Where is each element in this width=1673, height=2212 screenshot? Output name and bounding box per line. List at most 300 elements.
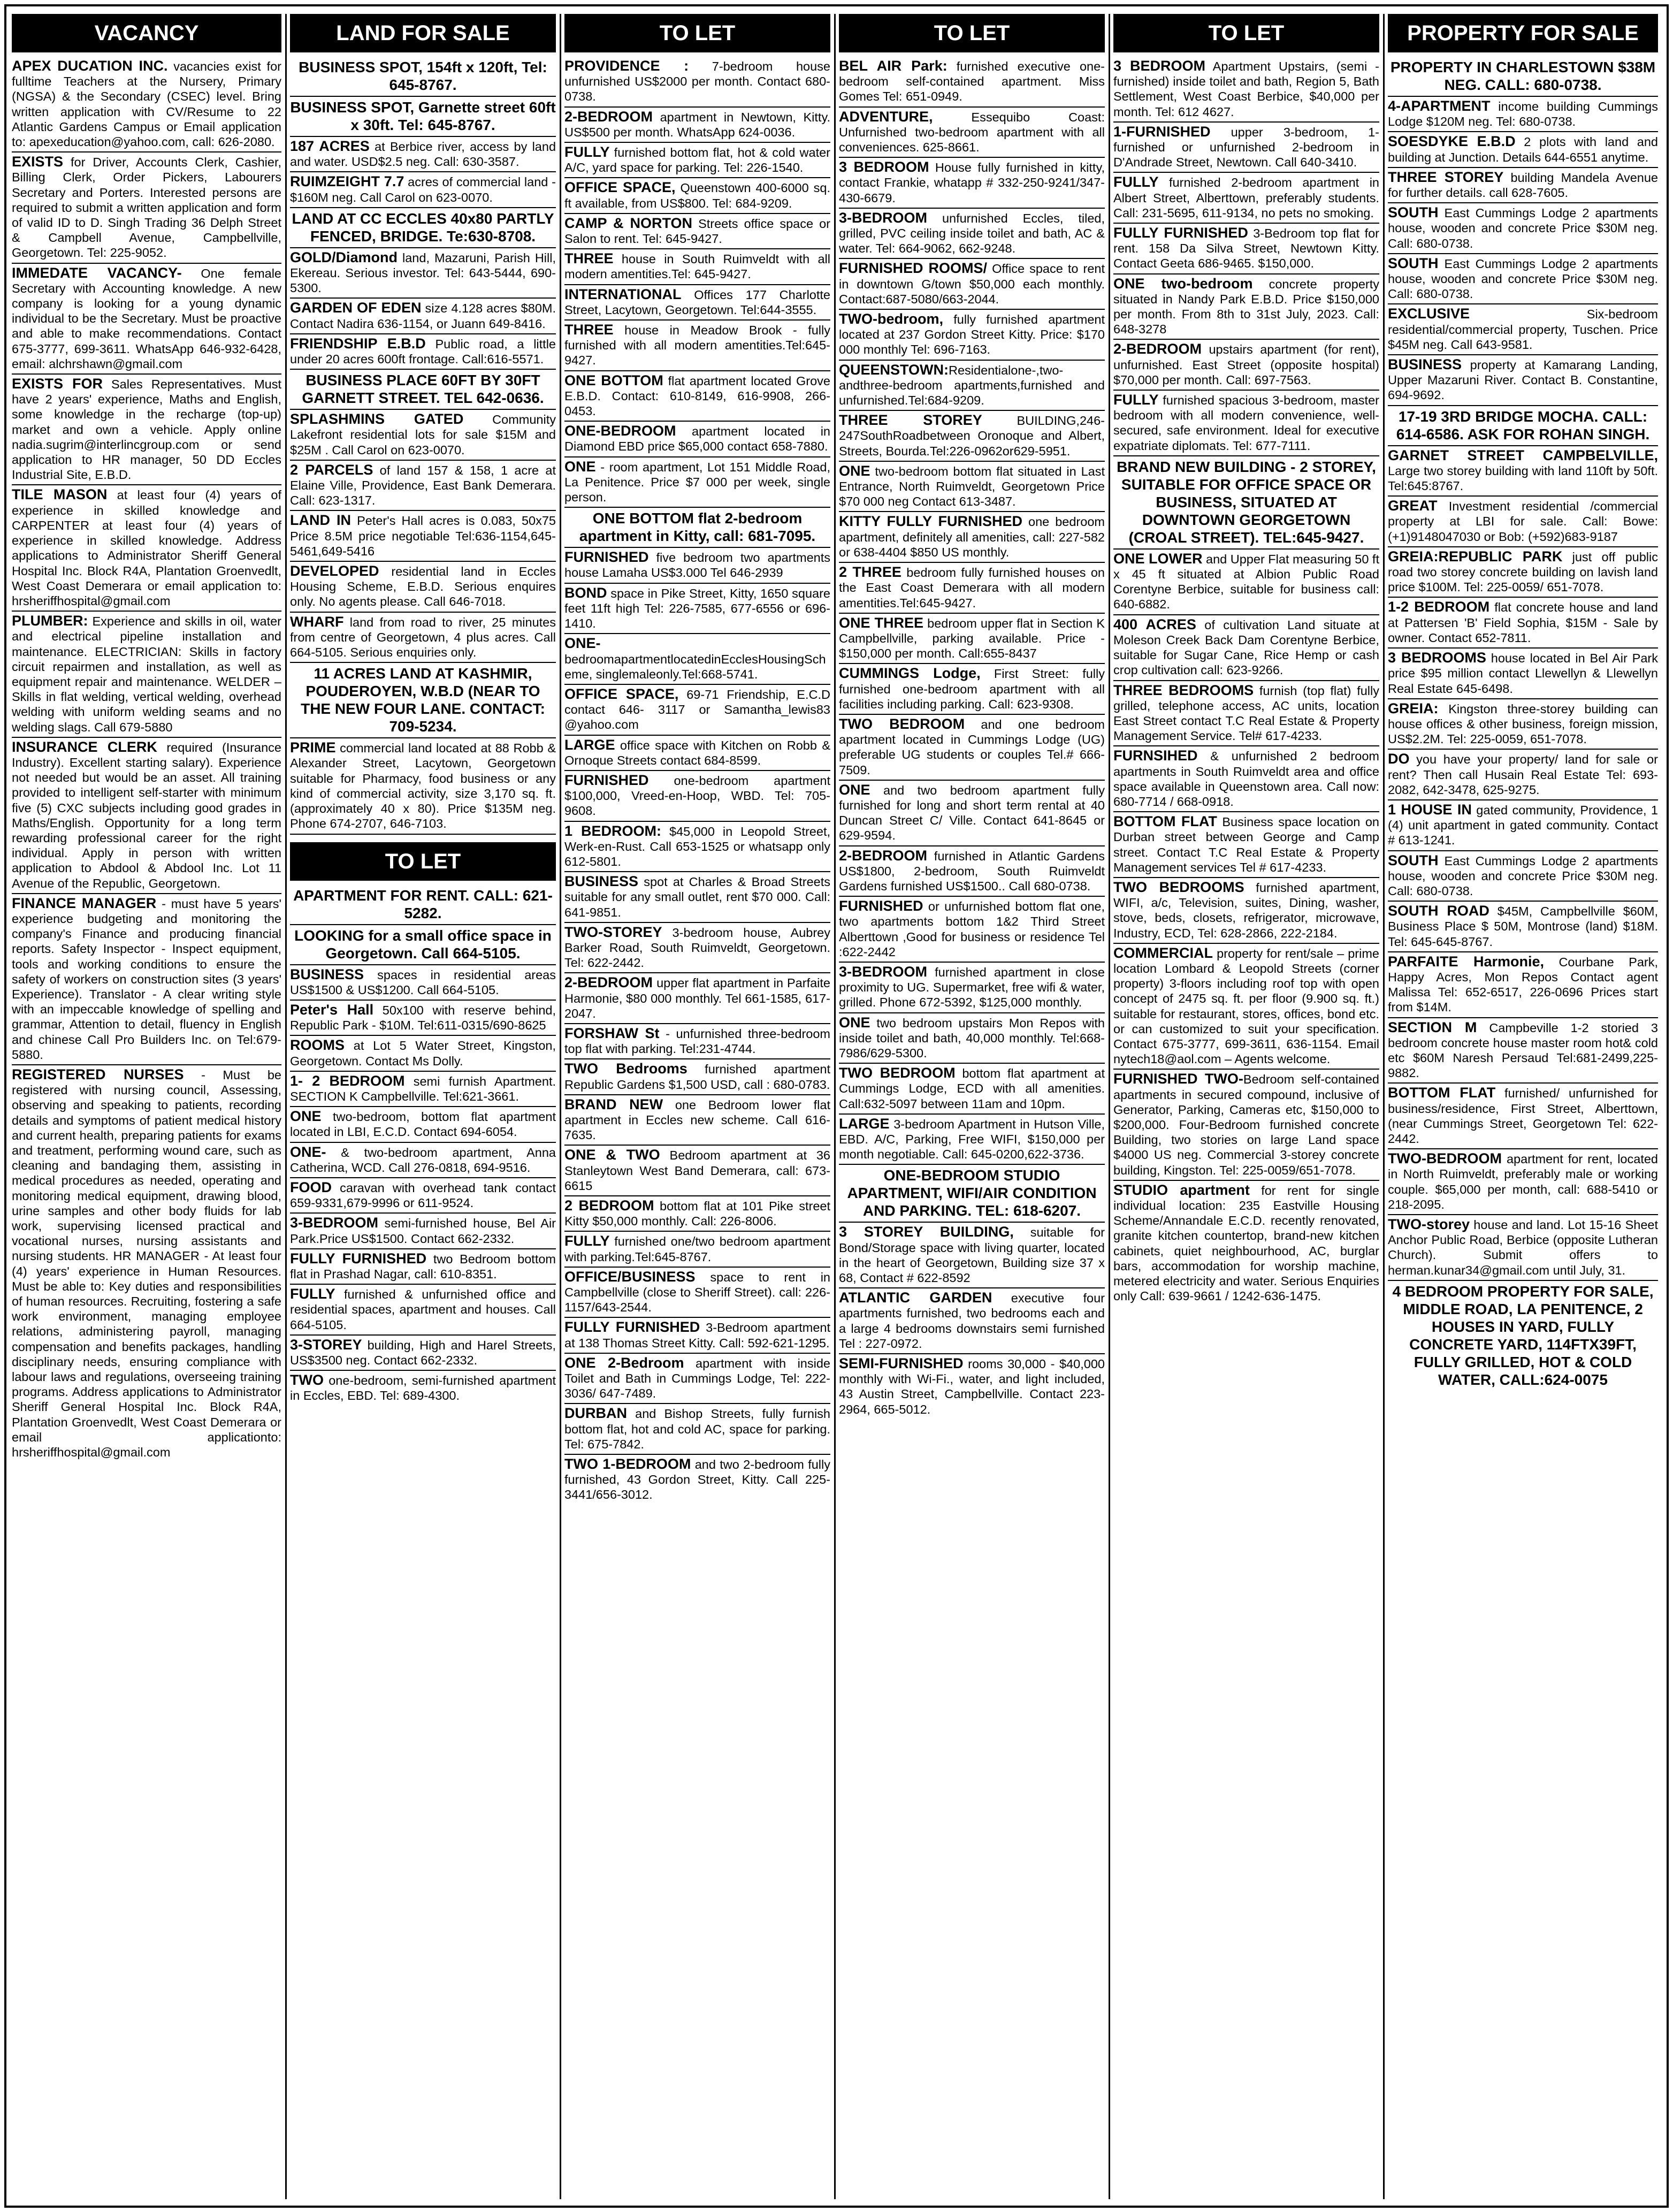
ad-lead: 1 BEDROOM: (564, 822, 661, 839)
ad-lead: OFFICE SPACE, (564, 179, 676, 196)
classified-ad (290, 738, 556, 834)
ad-lead: SOUTH (1388, 204, 1439, 221)
ad-text: furnish (top flat) fully grilled, telephone access, AC units, location East Street contact T.C Real Estate & Property Management Service. Tel# 617-4233. (1113, 683, 1379, 743)
ad-text: house in South Ruimveldt with all modern amentities.Tel: 645-9427. (564, 252, 830, 281)
classified-ad (1388, 1215, 1658, 1281)
ad-lead: 2 THREE (839, 564, 902, 581)
classified-ad (1113, 274, 1379, 340)
ad-lead: THREE STOREY (1388, 169, 1504, 185)
ad-text: size 4.128 acres $80M. Contact Nadira 636-1154, or Juann 649-8416. (290, 301, 556, 331)
ad-lead: BOTTOM FLAT (1388, 1085, 1496, 1101)
ad-text: one bedroom apartment, definitely all amenities, call: 227-582 or 638-4404 $850 US monthly. (839, 515, 1105, 559)
ad-text: furnished executive one-bedroom self-contained apartment. Miss Gomes Tel: 651-0949. (839, 59, 1105, 104)
ad-text: furnished apartment in close proximity to UG. Supermarket, free wifi & water, grilled. Phone 672-5392, $125,000 monthly. (839, 965, 1105, 1010)
ad-text: flat apartment located Grove E.B.D. Contact: 610-8149, 616-9908, 266-0453. (564, 373, 830, 418)
classified-ad (564, 973, 830, 1024)
ad-lead: LARGE (564, 736, 615, 753)
ad-text: BUSINESS SPOT, 154ft x 120ft, Tel: 645-8767. (299, 59, 547, 93)
ad-lead: PRIME (290, 739, 336, 756)
classified-ad (1388, 304, 1658, 355)
classified-ad (839, 512, 1105, 563)
ad-lead: GREAT (1388, 498, 1438, 514)
ad-text: furnished apartment, WIFI, a/c, Television, suites, Dining, washer, stove, beds, closets, refrigerator, microwave, Industry, ECD, Tel: 628-2866, 222-2184. (1113, 880, 1379, 940)
classified-ad (564, 1146, 830, 1196)
classified-ad (12, 738, 281, 894)
ad-text: income building Cummings Lodge $120M neg. Tel: 680-0738. (1388, 100, 1658, 129)
ad-lead: 3 BEDROOM (1113, 58, 1205, 74)
ad-text: 17-19 3RD BRIDGE MOCHA. CALL: 614-6586. ASK FOR ROHAN SINGH. (1396, 408, 1650, 443)
classified-ad (839, 1288, 1105, 1354)
classified-ad (12, 375, 281, 485)
ad-text: Residentialone-,two-andthree-bedroom apartments,furnished and unfurnished.Tel:684-9209. (839, 363, 1105, 408)
ad-lead: THREE BEDROOMS (1113, 682, 1254, 698)
classified-ad (564, 1095, 830, 1146)
ad-lead: ONE BOTTOM (564, 372, 663, 388)
classified-ad (290, 137, 556, 172)
ad-text: two-bedroom bottom flat situated in Last Entrance, North Ruimveldt, Georgetown Price $70 000 neg Contact 613-3487. (839, 464, 1105, 509)
column-divider (1109, 14, 1110, 2199)
ad-lead: 3-STOREY (290, 1336, 362, 1353)
classified-ad (1113, 944, 1379, 1070)
ad-lead: DURBAN (564, 1405, 627, 1422)
classified-ad (839, 1064, 1105, 1115)
classified-ad (290, 885, 556, 925)
ad-lead: FULLY FURNISHED (1113, 225, 1248, 241)
ad-lead: BRAND NEW (564, 1096, 663, 1112)
ad-text: or unfurnished bottom flat one, two apartments bottom 1&2 Third Street Alberttown ,Good for business or residence Tel :622-2442 (839, 899, 1105, 959)
ad-lead: ONE & TWO (564, 1147, 660, 1163)
ad-lead: WHARF (290, 613, 344, 630)
classified-ad (564, 108, 830, 143)
column-to-let-2 (839, 14, 1105, 2199)
ad-text: Large two storey building with land 110ft by 50ft. Tel:645:8767. (1388, 463, 1658, 493)
ad-text: rooms 30,000 - $40,000 monthly with Wi-Fi., water, and light included, 43 Austin Street, Campbellville. Contact 223-2964, 665-5012. (839, 1357, 1105, 1416)
ad-text: bedroomapartmentlocatedinEcclesHousingScheme, singlemaleonly.Tel:668-5741. (564, 652, 826, 681)
ad-text: required (Insurance Industry). Excellent starting salary). Experience not needed but would be an asset. All training provided to intelligent self-starter with minimum five (5) CXC subjects including good grades in Maths/English. Opportunity for a long term rewarding professional career for the right individual. Apply in person with written application to Abdool & Abdool Inc. Lot 11 Avenue of the Republic, Georgetown. (12, 740, 281, 890)
column-divider (834, 14, 836, 2199)
ad-lead: Peter's Hall (290, 1001, 374, 1018)
classified-ad (290, 1249, 556, 1285)
ad-lead: ONE- (290, 1143, 326, 1160)
ad-text: two bedroom upstairs Mon Repos with inside toilet and bath, 40,000 monthly. Tel:668-7986/629-5300. (839, 1016, 1105, 1060)
ad-text: house and land. Lot 15-16 Sheet Anchor Public Road, Berbice (opposite Lutheran Church). Submit offers to herman.kunar34@gmail.com until July, 31. (1388, 1218, 1658, 1277)
classified-ad (1113, 173, 1379, 224)
column-divider (560, 14, 561, 2199)
column-divider (1383, 14, 1385, 2199)
ad-lead: DEVELOPED (290, 563, 379, 579)
classified-ad (839, 897, 1105, 963)
ad-lead: TWO-storey (1388, 1216, 1470, 1232)
ad-lead: 1- 2 BEDROOM (290, 1072, 405, 1089)
ad-text: Apartment Upstairs, (semi - furnished) inside toilet and bath, Region 5, Bath Settlement, West Coast Berbice, $40,000 per month. Tel: 612 4627. (1113, 59, 1379, 119)
classified-ad (290, 461, 556, 512)
ad-text: apartment for rent, located in North Ruimveldt, preferably male or working couple. $65,000 per month, call: 688-5410 or 218-2095. (1388, 1152, 1658, 1211)
ad-text: two Bedroom bottom flat in Prashad Nagar, call: 610-8351. (290, 1252, 556, 1281)
ad-lead: FURNISHED ROOMS/ (839, 260, 988, 277)
ad-text: for rent for single individual location: 235 Eastville Housing Scheme/Annandale E.C.D. recently renovated, granite kitchen countertop, brand-new kitchen cabinets, quiet neighbourhood, AC, burglar bars, accommodation for worship machine, metered electricity and water. Serious Enquiries only Call: 639-9661 / 1242-636-1475. (1113, 1183, 1379, 1303)
classified-ad (839, 664, 1105, 715)
ad-lead: PARFAITE Harmonie, (1388, 953, 1544, 970)
classified-ad (564, 822, 830, 873)
ad-text: Business space location on Durban street between George and Camp street. Contact T.C Real Estate & Property Management services Tel # 617-4233. (1113, 815, 1379, 874)
classified-ad (839, 563, 1105, 614)
ad-text: one Bedroom lower flat apartment in Eccles new scheme. Call 616-7635. (564, 1097, 830, 1142)
ad-text: Kingston three-storey building can house offices & other business, foreign mission, US$2.2M. Tel: 225-0059, 651-7078. (1388, 701, 1658, 746)
classified-ad (1113, 615, 1379, 681)
ad-text: furnished apartment Republic Gardens $1,500 USD, call : 680-0783. (564, 1062, 830, 1092)
ad-text: Queenstown 400-6000 sq. ft available, from US$800. Tel: 684-9209. (564, 181, 830, 210)
classified-ad (839, 57, 1105, 108)
ad-text: & two-bedroom apartment, Anna Catherina, WCD. Call 276-0818, 694-9516. (290, 1145, 556, 1174)
ad-text: Streets office space or Salon to rent. Tel: 645-9427. (564, 216, 830, 246)
ad-text: furnished/ unfurnished for business/residence, First Street, Alberttown, (near Cummings Street, Georgetown Tel: 622-2442. (1388, 1086, 1658, 1146)
classified-ad (564, 249, 830, 285)
classified-ad (12, 894, 281, 1065)
ad-text: space in Pike Street, Kitty, 1650 square feet 11ft high Tel: 226-7585, 677-6556 or 696-1410. (564, 586, 830, 631)
ad-text: 3-bedroom house, Aubrey Barker Road, South Ruimveldt, Georgetown. Tel: 622-2442. (564, 925, 830, 970)
classified-ad (290, 613, 556, 663)
ad-text: caravan with overhead tank contact 659-9331,679-9996 or 611-9524. (290, 1180, 556, 1210)
ad-lead: 400 ACRES (1113, 616, 1196, 632)
ad-lead: 3-BEDROOM (839, 963, 928, 980)
ad-text: at Berbice river, access by land and water. USD$2.5 neg. Call: 630-3587. (290, 140, 556, 169)
ad-text: PROPERTY IN CHARLESTOWN $38M NEG. CALL: 680-0738. (1390, 59, 1656, 93)
ad-lead: DO (1388, 751, 1410, 767)
ad-lead: CUMMINGS Lodge, (839, 665, 981, 682)
section-header: TO LET (839, 14, 1105, 52)
classified-ad (1113, 456, 1379, 550)
ad-lead: GOLD/Diamond (290, 249, 398, 265)
classified-ad (564, 1196, 830, 1232)
ad-text: BUSINESS PLACE 60FT BY 30FT GARNETT STREET. TEL 642-0636. (302, 372, 544, 407)
classified-ad (12, 152, 281, 263)
ad-text: - room apartment, Lot 151 Middle Road, La Penitence. Price $7 000 per week, single person. (564, 460, 830, 505)
column-vacancy (12, 14, 281, 2199)
ad-text: Offices 177 Charlotte Street, Lacytown, Georgetown. Tel:644-3555. (564, 287, 830, 317)
classified-ad (290, 1336, 556, 1371)
classified-ad (290, 965, 556, 1001)
ad-lead: SECTION M (1388, 1019, 1477, 1035)
column-to-let-1 (564, 14, 830, 2199)
ad-text: 2 plots with land and building at Junction. Details 644-6551 anytime. (1388, 135, 1658, 164)
classified-ad (1388, 902, 1658, 952)
classified-ad (839, 781, 1105, 846)
ad-lead: ROOMS (290, 1037, 345, 1054)
ad-text: at least four (4) years of experience in skilled knowledge and CARPENTER at least four (4) years of experience in skilled knowledge. Address applications to Administrator Sheriff General Hospital Inc. Block R4A, Plantation Groenvedlt, West Coast Demerara or email application to: hrsheriffhospital@gmail.com (12, 488, 281, 608)
classified-ad (564, 771, 830, 822)
classified-ad (564, 508, 830, 548)
ad-text: furnished one/two bedroom apartment with parking.Tel:645-8767. (564, 1234, 830, 1264)
ad-lead: TWO 1-BEDROOM (564, 1456, 691, 1473)
classified-ad (564, 923, 830, 974)
ad-lead: 3 BEDROOM (839, 159, 929, 176)
ad-lead: 4-APARTMENT (1388, 98, 1491, 114)
ad-text: one-bedroom apartment $100,000, Vreed-en-Hoop, WBD. Tel: 705-9608. (564, 773, 830, 818)
classified-ad (290, 1214, 556, 1249)
ad-text: East Cummings Lodge 2 apartments house, wooden and concrete Price $30M neg. Call: 680-0738. (1388, 206, 1658, 250)
ad-text: semi-furnished house, Bel Air Park.Price US$1500. Contact 662-2332. (290, 1216, 556, 1246)
classified-ad (564, 285, 830, 321)
classified-ad (564, 214, 830, 249)
ad-text: unfurnished Eccles, tiled, grilled, PVC ceiling inside toilet and bath, AC & water. Tel: 664-9062, 662-9248. (839, 211, 1105, 256)
ad-lead: EXISTS FOR (12, 376, 103, 392)
ad-text: two-bedroom, bottom flat apartment located in LBI, E.C.D. Contact 694-6054. (290, 1110, 556, 1139)
classified-ad (564, 422, 830, 457)
classified-ad (1113, 340, 1379, 391)
classified-ad (564, 548, 830, 583)
ad-text: building, High and Harel Streets, US$3500 neg. Contact 662-2332. (290, 1338, 556, 1367)
classified-ad (564, 371, 830, 422)
classified-ad (290, 248, 556, 299)
classified-ad (1113, 681, 1379, 747)
ad-lead: FULLY (1113, 392, 1159, 408)
classified-ad (1388, 1149, 1658, 1215)
classified-ad (12, 57, 281, 152)
ad-text: One female Secretary with Accounting knowledge. A new company is looking for a young dynamic individual to be the Secretary. Must be proactive and able to make recommendations. Contact 675-3777, 699-3611. WhatsApp 646-932-6428, email: alchrshawn@gmail.com (12, 266, 281, 371)
classified-ad (564, 178, 830, 213)
ad-lead: BUSINESS (290, 966, 364, 982)
ad-lead: LARGE (839, 1115, 890, 1132)
ad-text: - Must be registered with nursing council, Assessing, observing and speaking to patients, recording details and symptoms of patient medical history and current health, preparing patients for exams and treatment, performing wound care, such as cleaning and bandaging them, assisting in medical procedures as needed, operating and monitoring medical equipment, drawing blood, urine samples and other body fluids for lab work, supervising licensed practical and vocational nurses, nursing assistants and nursing students. HR MANAGER - At least four (4) years' experience in Human Resources. Must be able to: Key duties and responsibilities of human resources. Recruiting, fostering a safe work environment, managing employee relations, administering payroll, managing compensation and benefits packages, handling disciplinary needs, ensuring compliance with labour laws and regulations, overseeing training programs. Address applications to Administrator Sheriff General Hospital Inc. Block R4A, Plantation Groenvedlt, West Coast Demerara or email applicationto: hrsheriffhospital@gmail.com (12, 1068, 281, 1460)
ad-lead: ADVENTURE, (839, 108, 933, 125)
classified-ad (839, 1223, 1105, 1288)
classified-ad (564, 57, 830, 108)
ad-lead: PROVIDENCE : (564, 58, 689, 74)
ad-text: upper 3-bedroom, 1-furnished or unfurnished 2-bedroom in D'Andrade Street, Newtown. Call 640-3410. (1113, 125, 1379, 170)
ad-text: property at Kamarang Landing, Upper Mazaruni River. Contact B. Constantine, 694-9692. (1388, 358, 1658, 402)
ad-text: bedroom upper flat in Section K Campbellville, parking available. Price - $150,000 per month. Call:655-8437 (839, 616, 1105, 661)
ad-lead: FULLY FURNISHED (564, 1319, 700, 1336)
ad-lead: LAND IN (290, 512, 352, 529)
classified-ad (12, 485, 281, 612)
ad-text: 4 BEDROOM PROPERTY FOR SALE, MIDDLE ROAD, LA PENITENCE, 2 HOUSES IN YARD, FULLY CONCRETE YARD, 114FTX39FT, FULLY GRILLED, HOT & COLD WATER, CALL:624-0075 (1392, 1283, 1654, 1388)
ad-text: BRAND NEW BUILDING - 2 STOREY, SUITABLE FOR OFFICE SPACE OR BUSINESS, SITUATED AT DOWNTOWN GEORGETOWN (CROAL STREET). TEL:645-9427. (1117, 458, 1376, 546)
classified-ad (839, 1013, 1105, 1064)
ad-text: bottom flat apartment at Cummings Lodge, ECD with all amenities. Call:632-5097 between 11am and 10pm. (839, 1066, 1105, 1111)
ad-lead: 2 BEDROOM (564, 1197, 654, 1214)
ad-text: Office space to rent in downtown G/town $50,000 each monthly. Contact:687-5080/663-2044. (839, 262, 1105, 306)
ad-text: 69-71 Friendship, E.C.D contact 646- 3117 or Samantha_lewis83 @yahoo.com (564, 687, 830, 732)
ad-text: spot at Charles & Broad Streets suitable for any small outlet, rent $70 000. Call: 641-9851. (564, 875, 830, 919)
ad-lead: ONE (839, 462, 870, 479)
classified-ad (839, 1165, 1105, 1223)
ad-lead: BEL AIR Park: (839, 58, 948, 74)
ad-text: furnished bottom flat, hot & cold water A/C, yard space for parking. Tel: 226-1540. (564, 146, 830, 175)
ad-text: office space with Kitchen on Robb & Ornoque Streets contact 684-8599. (564, 738, 830, 767)
ad-text: BUSINESS SPOT, Garnette street 60ft x 30ft. Tel: 645-8767. (290, 99, 556, 133)
ad-lead: SOESDYKE E.B.D (1388, 133, 1516, 150)
classified-ad (290, 1036, 556, 1071)
ad-text: you have your property/ land for sale or rent? Then call Husain Real Estate Tel: 693-2082, 642-3478, 625-9275. (1388, 752, 1658, 797)
ad-lead: 3 STOREY BUILDING, (839, 1224, 1014, 1240)
classified-ad (290, 1107, 556, 1142)
classified-ad (290, 208, 556, 248)
classified-ad (564, 1404, 830, 1455)
ad-lead: COMMERCIAL (1113, 944, 1213, 961)
ad-text: & unfurnished 2 bedroom apartments in South Ruimveldt area and office space available in Queenstown area. Call now: 680-7714 / 668-0918. (1113, 749, 1379, 808)
classified-ad (290, 1001, 556, 1036)
classified-ad (290, 370, 556, 410)
ad-text: bottom flat at 101 Pike street Kitty $50,000 monthly. Call: 226-8006. (564, 1199, 830, 1229)
ad-lead: FULLY (564, 1233, 610, 1249)
ad-text: at Lot 5 Water Street, Kingston, Georgetown. Contact Ms Dolly. (290, 1039, 556, 1068)
ad-text: house located in Bel Air Park price $95 million contact Llewellyn & Llewellyn Real Estate 645-6498. (1388, 651, 1658, 696)
ad-lead: ONE 2-Bedroom (564, 1354, 684, 1371)
classified-ad (1113, 57, 1379, 123)
ad-lead: BOTTOM FLAT (1113, 813, 1217, 830)
section-header: TO LET (564, 14, 830, 52)
classified-ad (290, 172, 556, 208)
ad-text: vacancies exist for fulltime Teachers at the Nursery, Primary (NGSA) & the Secondary (CSEC) level. Bring written application with CV/Resume to 22 Atlantic Gardens Campus or Email application to: apexeducation@yahoo.com, call: 626-2080. (12, 59, 281, 149)
ad-lead: BOND (564, 584, 607, 601)
ad-lead: 3-BEDROOM (839, 209, 928, 226)
ad-text: residential land in Eccles Housing Scheme, E.B.D. Serious enquires only. No agents please. Call 646-7018. (290, 565, 556, 609)
ad-lead: FINANCE MANAGER (12, 895, 157, 911)
ad-text: furnished & unfurnished office and residential spaces, apartment and houses. Call 664-5105. (290, 1287, 556, 1332)
ad-text: semi furnish Apartment. SECTION K Campbellville. Tel:621-3661. (290, 1074, 556, 1103)
ad-lead: 1-2 BEDROOM (1388, 599, 1490, 615)
ad-text: fully furnished apartment located at 237 Gordon Street Kitty. Price: $170 000 monthly Tel: 696-7163. (839, 312, 1105, 357)
classified-ad (1388, 132, 1658, 167)
ad-text: apartment with inside Toilet and Bath in Cummings Lodge, Tel: 222-3036/ 647-7489. (564, 1356, 830, 1401)
ad-text: House fully furnished in kitty, contact Frankie, whatapp # 332-250-9241/347-430-6679. (839, 161, 1105, 205)
ad-lead: ONE two-bedroom (1113, 275, 1253, 292)
ad-lead: CAMP & NORTON (564, 215, 693, 231)
ad-text: space to rent in Campbellville (close to Sheriff Street). call: 226-1157/643-2544. (564, 1270, 830, 1315)
ad-text: house in Meadow Brook - fully furnished with all modern amentities.Tel:645-9427. (564, 323, 830, 368)
ad-lead: SEMI-FURNISHED (839, 1355, 964, 1372)
section-header: LAND FOR SALE (290, 14, 556, 52)
classified-ad (1388, 649, 1658, 699)
ad-text: 3-Bedroom apartment at 138 Thomas Street Kitty. Call: 592-621-1295. (564, 1321, 830, 1350)
classified-ad (290, 97, 556, 137)
ad-text: ONE BOTTOM flat 2-bedroom apartment in Kitty, call: 681-7095. (579, 510, 816, 545)
ad-lead: 2-BEDROOM (839, 847, 928, 864)
classified-ad (839, 715, 1105, 781)
ad-lead: 2-BEDROOM (564, 108, 653, 125)
ad-text: one-bedroom, semi-furnished apartment in Eccles, EBD. Tel: 689-4300. (290, 1374, 556, 1403)
classified-ad (839, 158, 1105, 209)
classified-ad (839, 411, 1105, 462)
ad-text: Experience and skills in oil, water and electrical pipeline installation and maintenance. ELECTRICIAN: Skills in factory circuit repairmen and installation, as well as equipment repair and maintenance. WELDER – Skills in flat welding, vertical welding, overhead welding with uniform welding seams and no welding slags. Call 679-5880 (12, 614, 281, 734)
ad-text: furnished in Atlantic Gardens US$1800, 2-bedroom, South Ruimveldt Gardens furnished US$1500.. Call 680-0738. (839, 849, 1105, 893)
ad-text: Campbeville 1-2 storied 3 bedroom concrete house master room hot& cold etc $60M Naresh Persaud Tel:681-2499,225-9882. (1388, 1020, 1658, 1080)
ad-lead: EXCLUSIVE (1388, 306, 1470, 322)
ad-text: East Cummings Lodge 2 apartments house, wooden and concrete Price $30M neg. Call: 680-0738. (1388, 853, 1658, 898)
classified-ad (290, 334, 556, 370)
ad-text: First Street: fully furnished one-bedroom apartment with all facilities including parking. Call: 623-9308. (839, 667, 1105, 711)
ad-lead: FORSHAW St (564, 1025, 660, 1041)
ad-lead: 187 ACRES (290, 138, 370, 154)
ad-text: 3-bedroom Apartment in Hutson Ville, EBD. A/C, Parking, Free WIFI, $150,000 per month negotiable. Call: 645-0200,622-3736. (839, 1117, 1105, 1162)
ad-lead: PLUMBER: (12, 613, 88, 629)
classified-ad (290, 1178, 556, 1214)
ad-lead: OFFICE SPACE, (564, 685, 679, 702)
ad-text: apartment located in Diamond EBD price $65,000 contact 658-7880. (564, 424, 830, 454)
classified-ad (1113, 1181, 1379, 1306)
classified-ad (564, 584, 830, 635)
classified-ad (290, 1371, 556, 1405)
ad-text: BUILDING,246-247SouthRoadbetween Oronoque and Albert, Streets, Bourda.Tel:226-0962or629-5951. (839, 414, 1105, 458)
ad-text: furnished 2-bedroom apartment in Albert Street, Alberttown, preferably students. Call: 231-5695, 611-9134, no pets no smoking. (1113, 176, 1379, 220)
ad-text: - unfurnished three-bedroom top flat with parking. Tel:231-4744. (564, 1026, 830, 1056)
ad-lead: TWO (290, 1372, 324, 1389)
classified-ad (564, 634, 830, 685)
ad-text: Bedroom apartment at 36 Stanleytown West Band Demerara, call: 673-6615 (564, 1148, 830, 1193)
section-header: PROPERTY FOR SALE (1388, 14, 1658, 52)
classified-ad (839, 963, 1105, 1013)
ad-lead: APEX DUCATION INC. (12, 58, 168, 74)
ad-lead: FURNSIHED (1113, 747, 1198, 764)
ad-text: Peter's Hall acres is 0.083, 50x75 Price 8.5M price negotiable Tel:636-1154,645-5461,649-5416 (290, 514, 556, 558)
ad-text: Bedroom self-contained apartments in secured compound, inclusive of Generator, Parking, Cameras etc, $150,000 to $200,000. Four-Bedroom furnished concrete Building, two stories on large Land space $4000 US neg. Commercial 3-storey concrete building, Kingston. Tel: 225-0059/651-7078. (1113, 1072, 1379, 1177)
ad-text: acres of commercial land - $160M neg. Call Carol on 623-0070. (290, 175, 556, 204)
classified-ad (1113, 391, 1379, 456)
ad-text: Courbane Park, Happy Acres, Mon Repos Contact agent Malissa Tel: 652-6517, 226-0696 Prices start from $14M. (1388, 955, 1658, 1015)
classified-ad (1388, 497, 1658, 547)
ad-text: and two bedroom apartment fully furnished for long and short term rental at 40 Duncan Street C/ Ville. Contact 641-8645 or 629-9594. (839, 783, 1105, 843)
ad-lead: INSURANCE CLERK (12, 738, 157, 755)
ad-lead: FURNISHED (839, 898, 923, 914)
column-property-for-sale (1388, 14, 1658, 2199)
classified-ad (839, 209, 1105, 260)
ad-text: just off public road two storey concrete building on lavish land price $100M. Tel: 225-0059/ 651-7078. (1388, 550, 1658, 594)
classified-ad (1388, 1018, 1658, 1084)
ad-lead: REGISTERED NURSES (12, 1066, 184, 1082)
classified-ad (839, 1115, 1105, 1165)
ad-lead: FRIENDSHIP E.B.D (290, 335, 426, 352)
ad-lead: ONE (839, 1014, 870, 1031)
ad-lead: FURNISHED (564, 549, 649, 566)
ad-text: and two 2-bedroom fully furnished, 43 Gordon Street, Kitty. Call 225- 3441/656-3012. (564, 1458, 830, 1502)
ad-lead: GREIA:REPUBLIC PARK (1388, 548, 1563, 565)
classified-ad (839, 1354, 1105, 1419)
ad-text: upstairs apartment (for rent), unfurnished. East Street (opposite hospital) $70,000 per month. Call: 697-7563. (1113, 342, 1379, 387)
ad-lead: TWO BEDROOM (839, 715, 965, 732)
ad-text: for Driver, Accounts Clerk, Cashier, Billing Clerk, Order Pickers, Labourers Secretary and Porters. Interested persons are required to submit a written application and form of valid ID to D. Singh Trading 36 Delph Street & Campbell Avenue, Campbellville, Georgetown. Tel: 225-9052. (12, 155, 281, 260)
classified-ad (290, 1285, 556, 1336)
classified-ad (1113, 123, 1379, 173)
classified-ad (564, 1268, 830, 1318)
ad-lead: FULLY FURNISHED (290, 1250, 427, 1267)
ad-text: and Bishop Streets, fully furnish bottom flat, hot and cold AC, space for parking. Tel: 675-7842. (564, 1407, 830, 1451)
classified-ad (1388, 800, 1658, 851)
classified-ad (564, 1232, 830, 1267)
classified-ad (290, 410, 556, 461)
classified-ad (564, 1354, 830, 1405)
ad-text: spaces in residential areas US$1500 & US$1200. Call 664-5105. (290, 967, 556, 997)
classified-ad (12, 1065, 281, 1462)
section-header: VACANCY (12, 14, 281, 52)
ad-lead: FURNISHED (564, 772, 649, 788)
ad-lead: RUIMZEIGHT 7.7 (290, 173, 404, 190)
classified-ad (12, 612, 281, 738)
classified-ad (290, 299, 556, 334)
ad-text: 3-Bedroom top flat for rent. 158 Da Silva Street, Newtown Kitty. Contact Geeta 686-9465. $150,000. (1113, 226, 1379, 271)
classified-ad (564, 685, 830, 736)
classified-ad (1388, 168, 1658, 203)
ad-lead: ONE (839, 781, 870, 798)
ad-lead: 3 BEDROOMS (1388, 650, 1486, 666)
ad-lead: 2 PARCELS (290, 461, 373, 478)
ad-text: property for rent/sale – prime location Lombard & Leopold Streets (corner property) 3-floors including roof top with open concept of 2475 sq. ft. per floor (9.900 sq. ft.) suitable for restaurant, stores, offices, bond etc. or can customized to suit your specification. Contact 675-3777, 699-3611, 636-1154. Email nytech18@aol.com – Agents welcome. (1113, 946, 1379, 1066)
classified-ad (564, 872, 830, 923)
ad-lead: FOOD (290, 1179, 332, 1195)
classified-ad (290, 562, 556, 613)
classified-ad (1388, 851, 1658, 902)
ad-text: 11 ACRES LAND AT KASHMIR, POUDEROYEN, W.B.D (NEAR TO THE NEW FOUR LANE. CONTACT: 709-5234. (301, 665, 545, 735)
ad-text: concrete property situated in Nandy Park E.B.D. Price $150,000 per month. From 8th to 31st July, 2023. Call: 648-3278 (1113, 277, 1379, 337)
